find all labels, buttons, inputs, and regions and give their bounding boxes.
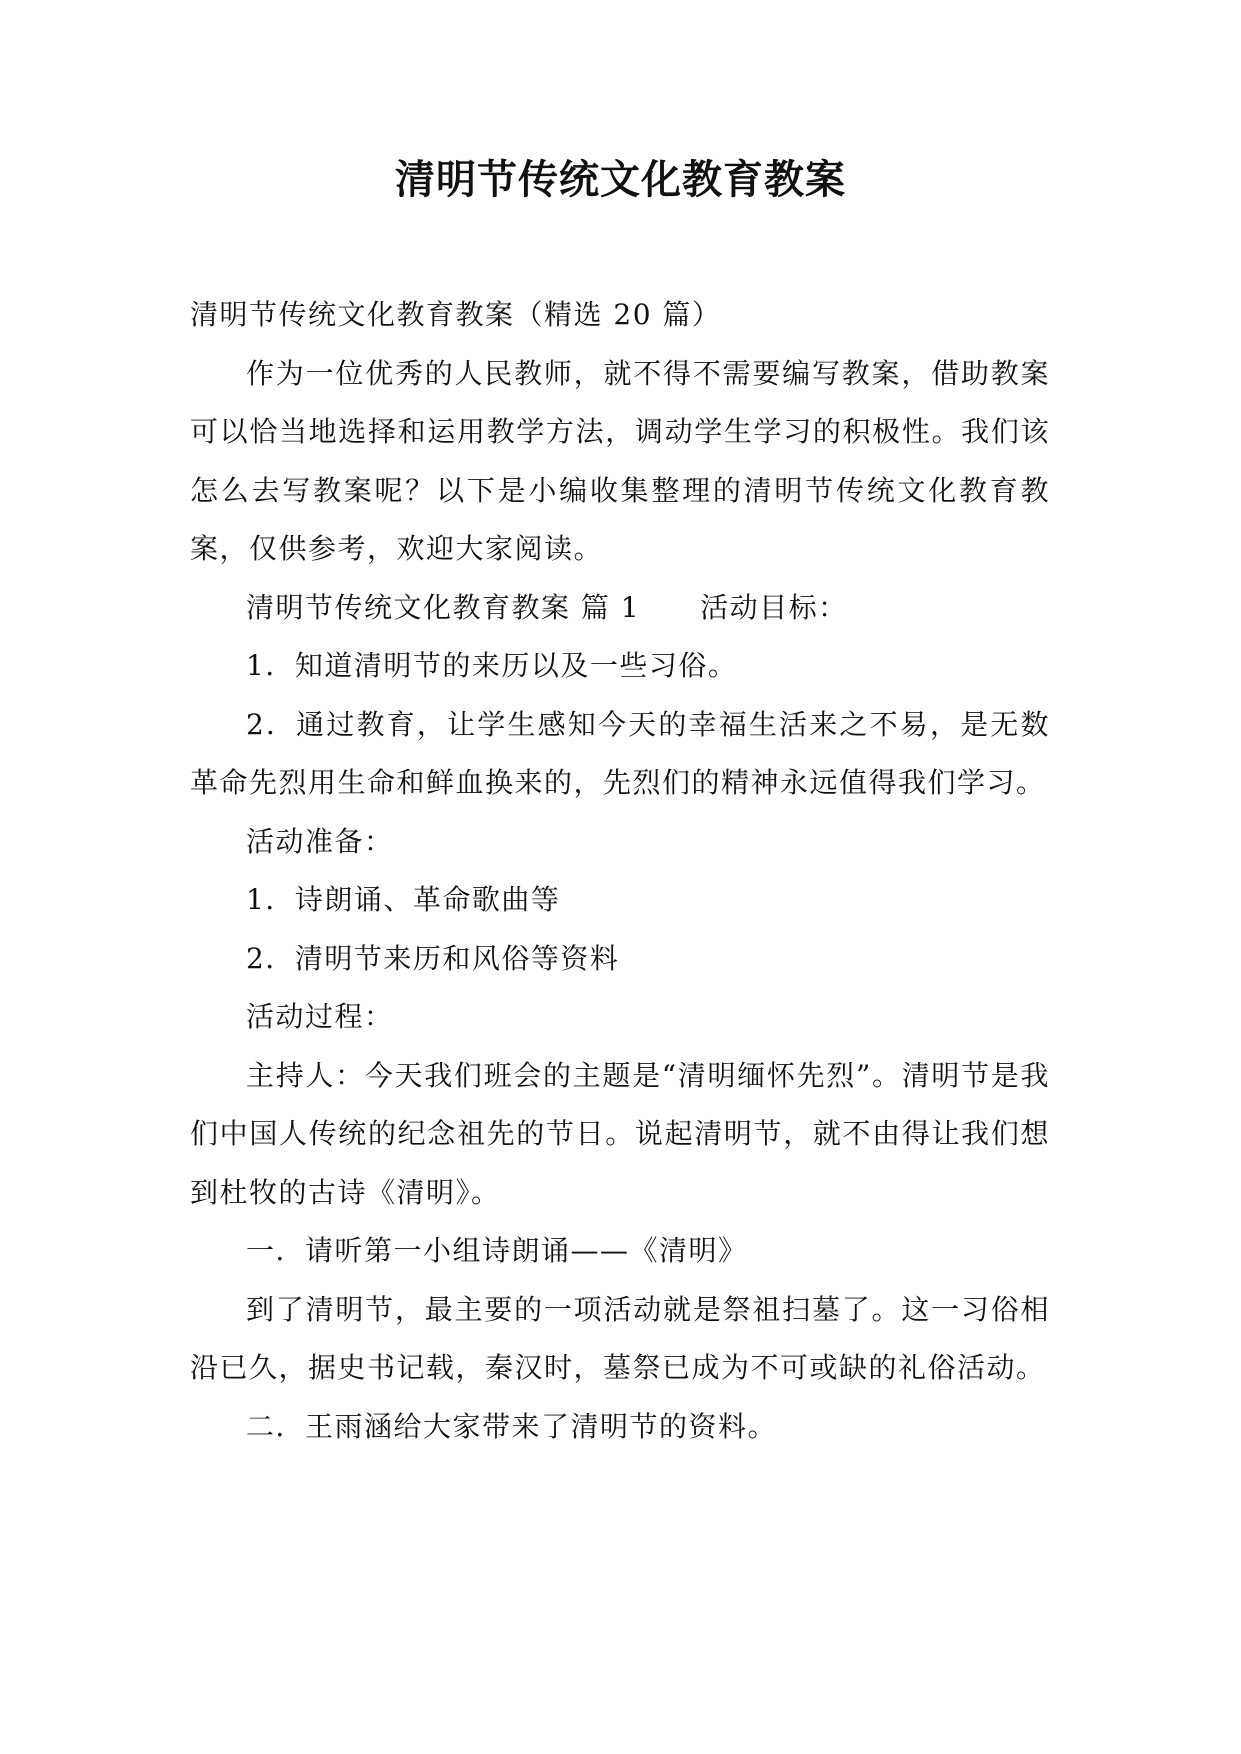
goal-item-1: 1．知道清明节的来历以及一些习俗。 — [246, 649, 738, 682]
host-paragraph: 主持人：今天我们班会的主题是“清明缅怀先烈”。清明节是我们中国人传统的纪念祖先的节日。说起清明节，就不由得让我们想到杜牧的古诗《清明》。 — [190, 1058, 1050, 1209]
goal-item-2: 2．通过教育，让学生感知今天的幸福生活来之不易，是无数革命先烈用生命和鲜血换来的，先烈们的精神永远值得我们学习。 — [190, 707, 1050, 799]
step-1-heading: 一．请听第一小组诗朗诵——《清明》 — [246, 1234, 748, 1267]
document-title: 清明节传统文化教育教案 — [395, 157, 846, 203]
document-body — [190, 286, 1050, 1456]
intro-paragraph: 作为一位优秀的人民教师，就不得不需要编写教案，借助教案可以恰当地选择和运用教学方法，调动学生学习的积极性。我们该怎么去写教案呢？以下是小编收集整理的清明节传统文化教育教案，仅供参考，欢迎大家阅读。 — [190, 356, 1050, 565]
prep-label: 活动准备： — [246, 824, 394, 858]
goal-label: 活动目标： — [700, 590, 848, 624]
prep-item-2: 2．清明节来历和风俗等资料 — [246, 941, 620, 975]
section-heading: 清明节传统文化教育教案 篇 1 — [246, 590, 641, 624]
section-heading-line — [190, 579, 1050, 638]
step-1-paragraph: 到了清明节，最主要的一项活动就是祭祖扫墓了。这一习俗相沿已久，据史书记载，秦汉时，墓祭已成为不可或缺的礼俗活动。 — [190, 1292, 1050, 1384]
process-label: 活动过程： — [246, 1000, 394, 1033]
prep-item-1: 1．诗朗诵、革命歌曲等 — [246, 883, 561, 916]
document-subtitle: 清明节传统文化教育教案（精选 20 篇） — [190, 298, 722, 331]
step-2-heading: 二．王雨涵给大家带来了清明节的资料。 — [246, 1409, 778, 1443]
